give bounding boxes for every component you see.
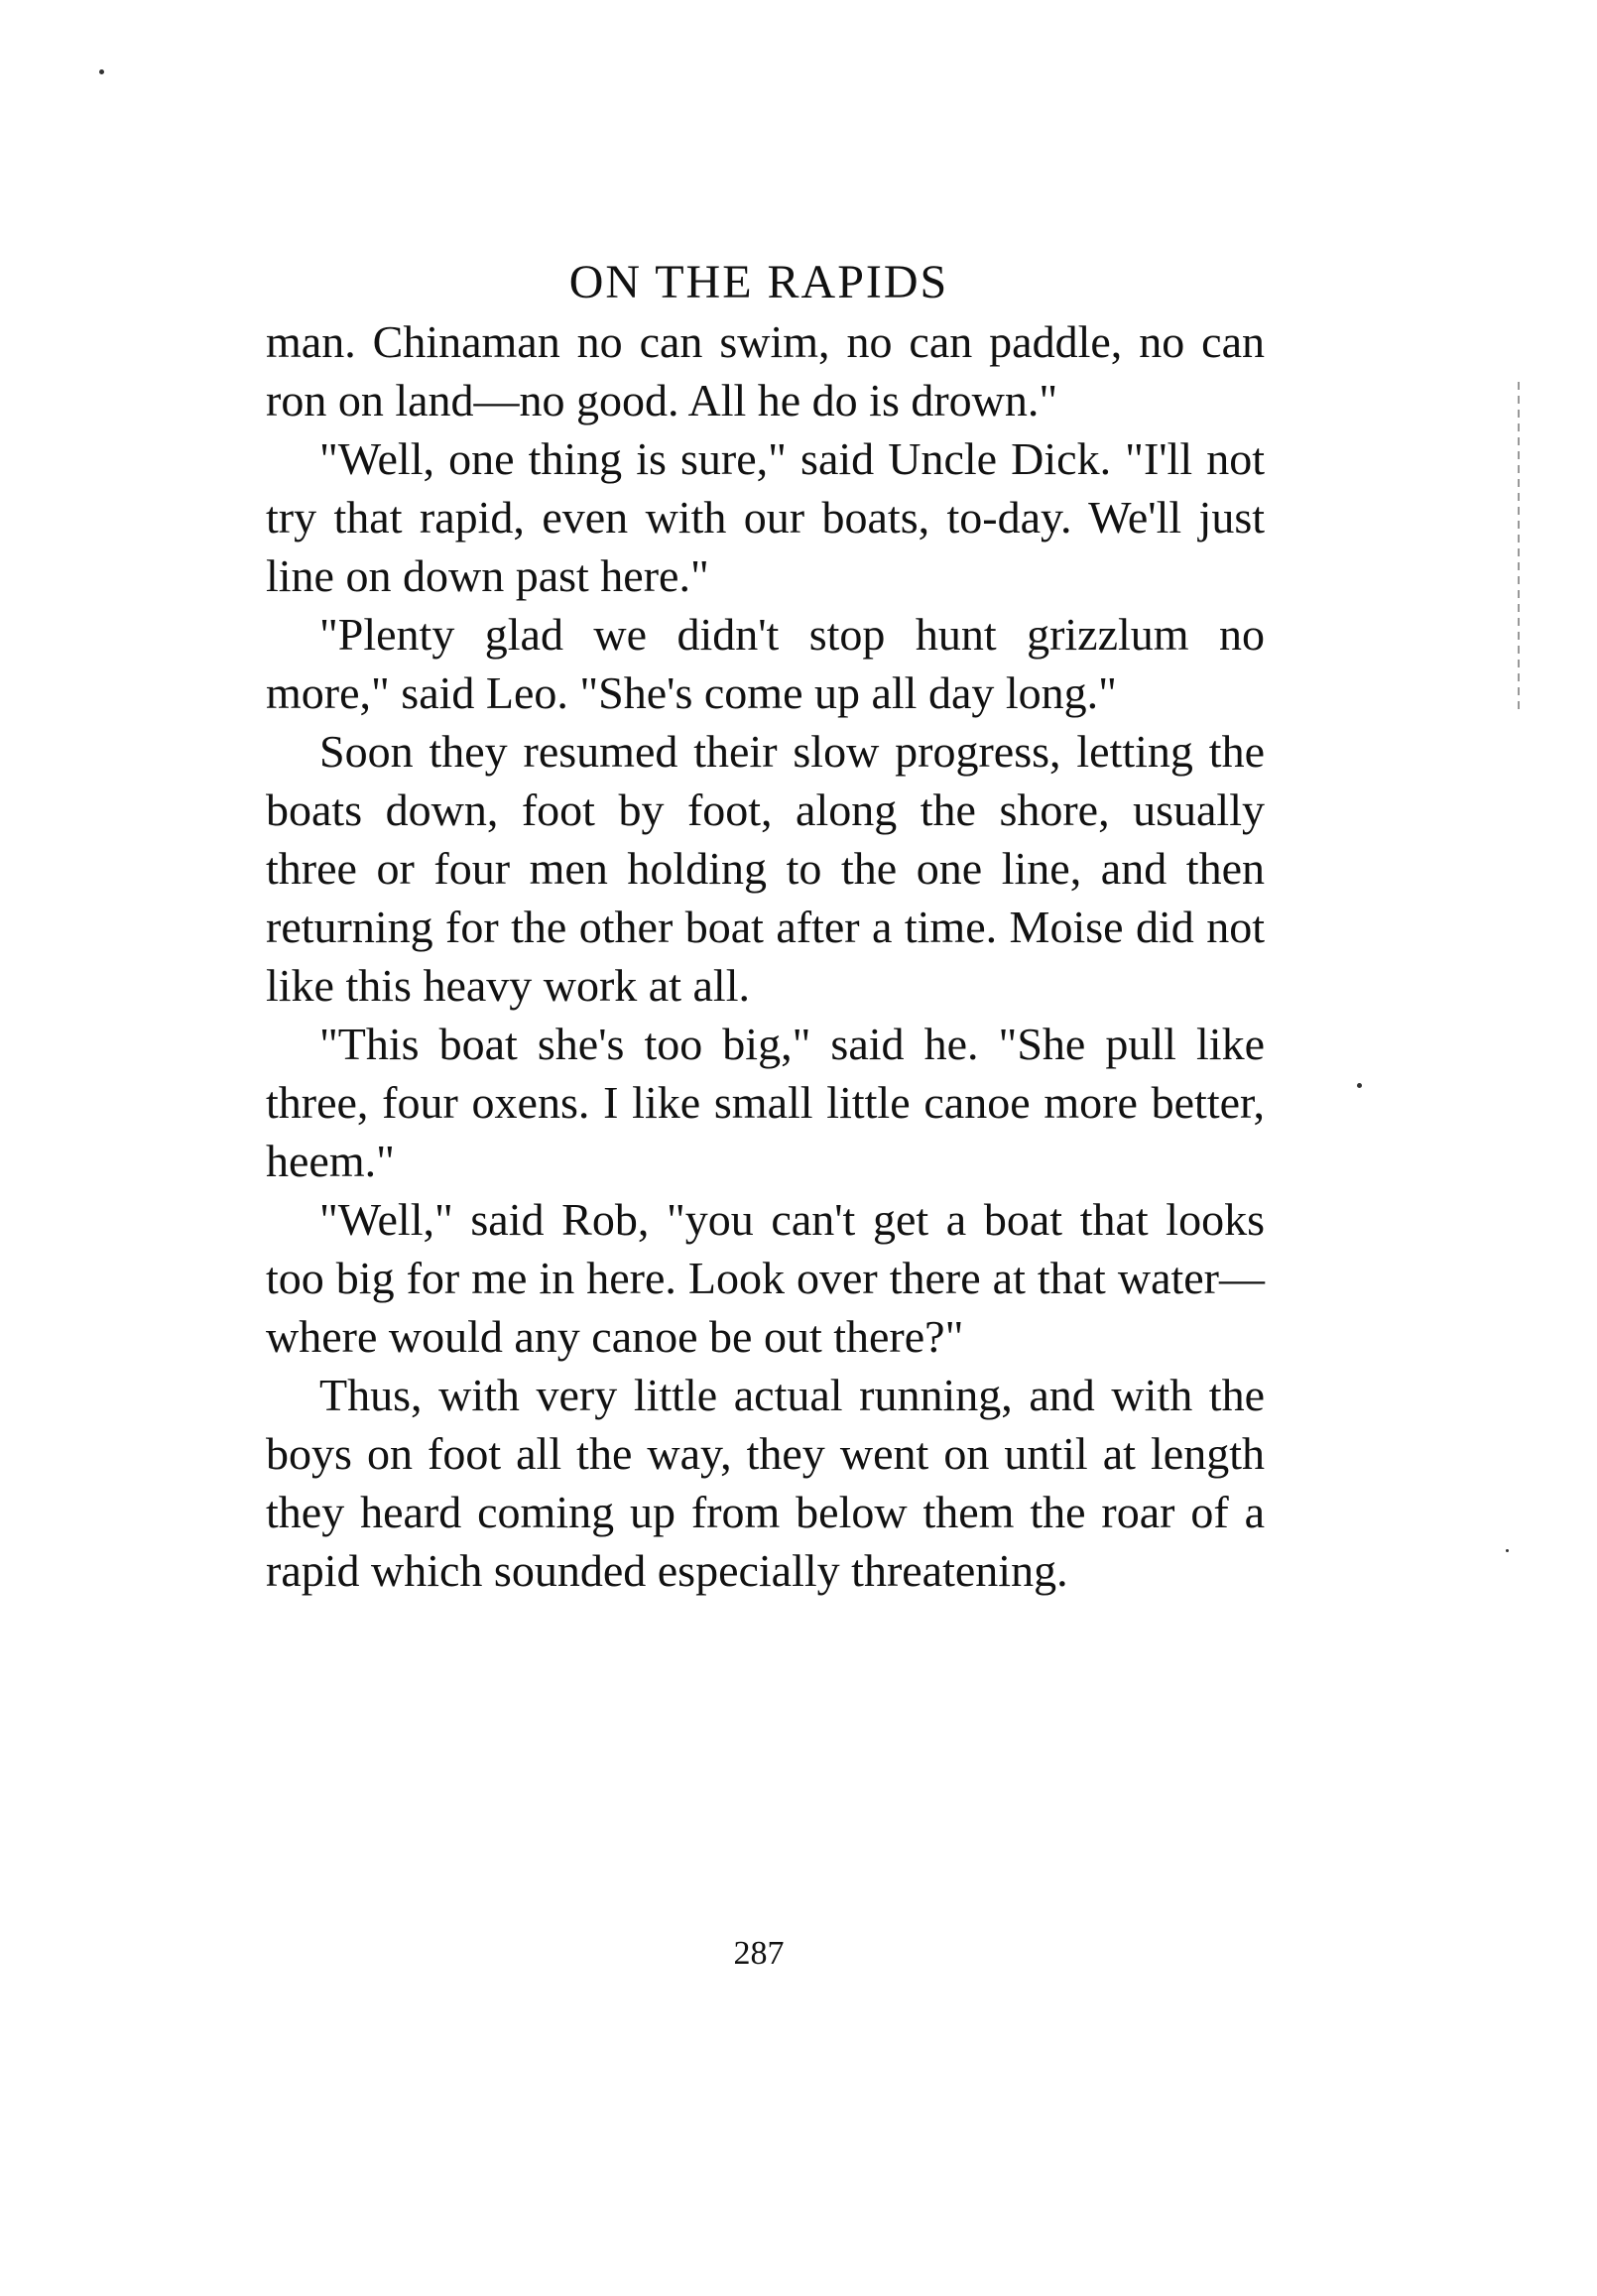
paragraph: man. Chinaman no can swim, no can paddle, no can ron on land—no good. All he do is drown." [266,316,1265,425]
paragraph: "Well," said Rob, "you can't get a boat that looks too big for me in here. Look over there at that water—where would any canoe be out there?" [266,1194,1265,1362]
ink-speck [1506,1549,1509,1552]
paragraph: Thus, with very little actual running, and with the boys on foot all the way, they went on until at length they heard coming up from below them the roar of a rapid which sounded especially threatening. [266,1370,1265,1596]
margin-scan-mark [1518,382,1520,709]
ink-speck [1357,1083,1362,1088]
paragraph: Soon they resumed their slow progress, letting the boats down, foot by foot, along the shore, usually three or four men holding to the one line, and then returning for the other boat after a time. Moise did not like this heavy work at all. [266,726,1265,1011]
page-number: 287 [733,1935,785,1972]
ink-speck [99,69,104,74]
paragraph: "This boat she's too big," said he. "She pull like three, four oxens. I like small little canoe more better, heem." [266,1019,1265,1186]
paragraph: "Well, one thing is sure," said Uncle Dick. "I'll not try that rapid, even with our boats, to-day. We'll just line on down past here." [266,433,1265,601]
running-head: ON THE RAPIDS [568,256,949,308]
paragraph: "Plenty glad we didn't stop hunt grizzlum no more," said Leo. "She's come up all day long." [266,609,1265,718]
body-text [266,312,1265,1600]
